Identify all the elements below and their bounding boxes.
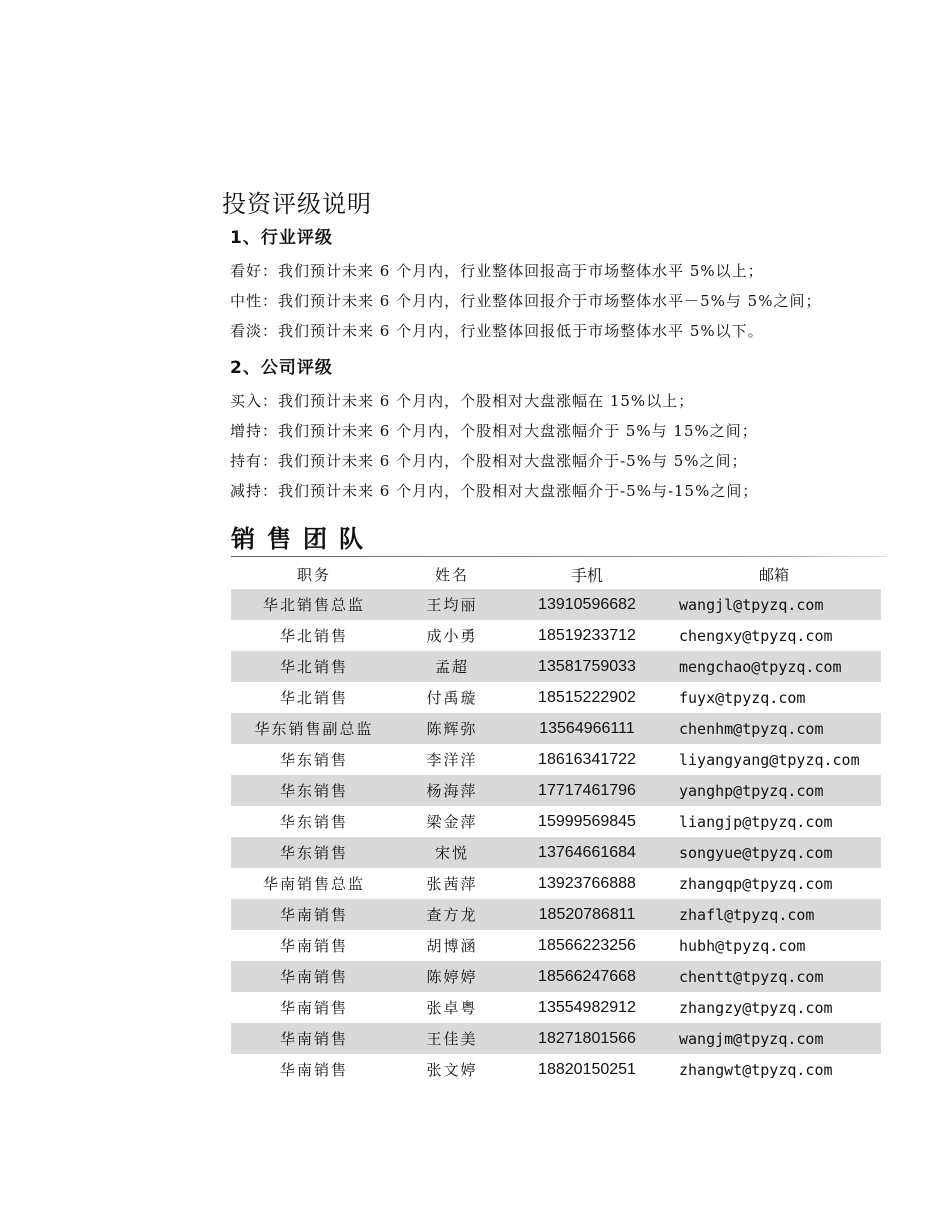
industry-rating-heading: 1、行业评级	[230, 228, 333, 248]
cell-email: zhafl@tpyzq.com	[667, 899, 881, 930]
cell-phone: 13923766888	[538, 874, 636, 892]
cell-role: 华南销售	[231, 961, 397, 992]
cell-name: 王均丽	[397, 589, 507, 620]
cell-phone: 13910596682	[507, 589, 667, 620]
cell-phone: 18519233712	[538, 626, 636, 644]
cell-role: 华东销售副总监	[231, 713, 397, 744]
cell-name: 杨海萍	[397, 775, 507, 806]
table-row	[231, 682, 881, 713]
cell-email: wangjm@tpyzq.com	[667, 1023, 881, 1054]
cell-name: 梁金萍	[426, 813, 478, 831]
cell-phone: 18566247668	[507, 961, 667, 992]
header-role: 职务	[296, 565, 331, 584]
company-rating-line: 减持：我们预计未来 6 个月内，个股相对大盘涨幅介于-5%与-15%之间；	[230, 482, 759, 500]
cell-phone: 13564966111	[507, 713, 667, 744]
cell-role: 华南销售	[279, 937, 348, 955]
cell-email: zhangzy@tpyzq.com	[679, 998, 833, 1017]
header-name: 姓名	[434, 565, 469, 584]
cell-name: 陈婷婷	[397, 961, 507, 992]
cell-email: hubh@tpyzq.com	[679, 936, 806, 955]
company-rating-heading: 2、公司评级	[230, 358, 333, 378]
table-row	[231, 589, 881, 620]
cell-name: 陈辉弥	[397, 713, 507, 744]
table-row	[231, 1054, 881, 1085]
sales-team-table	[231, 559, 881, 1085]
table-row	[231, 620, 881, 651]
company-rating-line: 增持：我们预计未来 6 个月内，个股相对大盘涨幅介于 5%与 15%之间；	[230, 422, 758, 440]
cell-phone: 18566223256	[538, 936, 636, 954]
industry-rating-line: 看淡：我们预计未来 6 个月内，行业整体回报低于市场整体水平 5%以下。	[230, 322, 764, 340]
table-row	[231, 651, 881, 682]
cell-role: 华东销售	[231, 775, 397, 806]
industry-rating-line: 看好：我们预计未来 6 个月内，行业整体回报高于市场整体水平 5%以上；	[230, 262, 764, 280]
table-row	[231, 1023, 881, 1054]
sales-team-divider	[231, 556, 886, 557]
table-header-row	[231, 559, 881, 589]
cell-role: 华南销售	[279, 999, 348, 1017]
table-row	[231, 868, 881, 899]
cell-email: liangjp@tpyzq.com	[679, 812, 833, 831]
cell-phone: 18616341722	[538, 750, 636, 768]
cell-role: 华北销售	[279, 627, 348, 645]
header-phone: 手机	[570, 567, 603, 585]
cell-phone: 18515222902	[538, 688, 636, 706]
cell-phone: 13554982912	[538, 998, 636, 1016]
table-row	[231, 806, 881, 837]
cell-email: chengxy@tpyzq.com	[679, 626, 833, 645]
cell-role: 华南销售	[231, 1023, 397, 1054]
cell-email: chenhm@tpyzq.com	[667, 713, 881, 744]
cell-phone: 17717461796	[507, 775, 667, 806]
cell-name: 王佳美	[397, 1023, 507, 1054]
cell-name: 李洋洋	[426, 751, 478, 769]
cell-name: 胡博涵	[426, 937, 478, 955]
cell-name: 查方龙	[397, 899, 507, 930]
table-row	[231, 930, 881, 961]
cell-email: chentt@tpyzq.com	[667, 961, 881, 992]
table-row	[231, 837, 881, 868]
cell-phone: 15999569845	[538, 812, 636, 830]
cell-email: wangjl@tpyzq.com	[667, 589, 881, 620]
table-row	[231, 899, 881, 930]
cell-phone: 13581759033	[507, 651, 667, 682]
cell-role: 华东销售	[231, 837, 397, 868]
cell-role: 华东销售	[279, 813, 348, 831]
cell-name: 张文婷	[426, 1061, 478, 1079]
cell-name: 张茜萍	[426, 875, 478, 893]
cell-name: 付禹璇	[426, 689, 478, 707]
page-title: 投资评级说明	[222, 190, 372, 218]
cell-phone: 18271801566	[507, 1023, 667, 1054]
cell-email: zhangqp@tpyzq.com	[679, 874, 833, 893]
cell-email: songyue@tpyzq.com	[667, 837, 881, 868]
header-email: 邮箱	[758, 565, 789, 584]
cell-email: zhangwt@tpyzq.com	[679, 1060, 833, 1079]
table-row	[231, 713, 881, 744]
cell-name: 宋悦	[397, 837, 507, 868]
cell-role: 华北销售	[279, 689, 348, 707]
cell-role: 华南销售	[279, 1061, 348, 1079]
company-rating-line: 持有：我们预计未来 6 个月内，个股相对大盘涨幅介于-5%与 5%之间；	[230, 452, 748, 470]
cell-phone: 18520786811	[507, 899, 667, 930]
cell-role: 华北销售总监	[231, 589, 397, 620]
cell-role: 华东销售	[279, 751, 348, 769]
cell-name: 成小勇	[426, 627, 478, 645]
cell-email: fuyx@tpyzq.com	[679, 688, 806, 707]
industry-rating-line: 中性：我们预计未来 6 个月内，行业整体回报介于市场整体水平－5%与 5%之间；	[230, 292, 822, 310]
cell-role: 华南销售	[231, 899, 397, 930]
table-row	[231, 775, 881, 806]
sales-team-title: 销售团队	[231, 525, 375, 553]
cell-name: 孟超	[397, 651, 507, 682]
cell-role: 华北销售	[231, 651, 397, 682]
table-row	[231, 992, 881, 1023]
cell-phone: 18820150251	[538, 1060, 636, 1078]
cell-email: mengchao@tpyzq.com	[667, 651, 881, 682]
cell-phone: 13764661684	[507, 837, 667, 868]
table-row	[231, 961, 881, 992]
company-rating-line: 买入：我们预计未来 6 个月内，个股相对大盘涨幅在 15%以上；	[230, 392, 695, 410]
table-row	[231, 744, 881, 775]
cell-email: liyangyang@tpyzq.com	[679, 750, 860, 769]
cell-role: 华南销售总监	[262, 875, 365, 893]
cell-name: 张卓粤	[426, 999, 478, 1017]
cell-email: yanghp@tpyzq.com	[667, 775, 881, 806]
